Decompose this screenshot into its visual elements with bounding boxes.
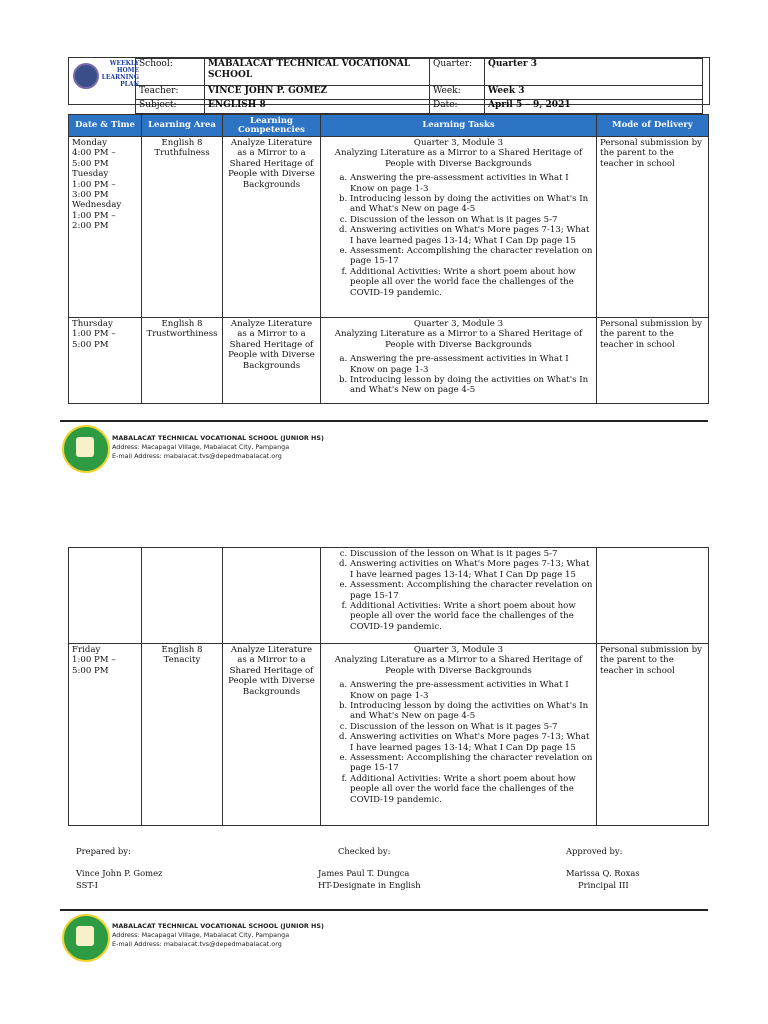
- date-value: April 5 – 9, 2021: [485, 100, 703, 114]
- row-tasks: [321, 318, 597, 404]
- task-item: c. Discussion of the lesson on What is it pages 5-7: [350, 549, 593, 559]
- task-item: f. Additional Activities: Write a short poem about how people all over the world face the challenges of the COVID-19 pandemic.: [350, 774, 593, 805]
- subject-value: ENGLISH 8: [205, 100, 430, 114]
- task-item: d. Answering activities on What's More pages 7-13; What I have learned pages 13-14; What I Can Dp page 15: [350, 559, 593, 580]
- task-list: [324, 173, 593, 298]
- task-item: b. Introducing lesson by doing the activities on What's In and What's New on page 4-5: [350, 375, 593, 396]
- row-competency: Analyze Literature as a Mirror to a Shared Heritage of People with Diverse Backgrounds: [223, 318, 321, 404]
- col-header-tasks: Learning Tasks: [321, 115, 597, 137]
- task-item: c. Discussion of the lesson on What is it pages 5-7: [350, 215, 593, 225]
- table-row: [69, 137, 709, 318]
- approved-name: Marissa Q. Roxas: [566, 868, 640, 878]
- teacher-label: Teacher:: [136, 86, 205, 100]
- footer-school-name: MABALACAT TECHNICAL VOCATIONAL SCHOOL (JUNIOR HS): [112, 434, 324, 442]
- task-item: e. Assessment: Accomplishing the character revelation on page 15-17: [350, 753, 593, 774]
- col-header-area: Learning Area: [142, 115, 223, 137]
- row-delivery: Personal submission by the parent to the teacher in school: [597, 644, 709, 826]
- checked-title: HT-Designate in English: [318, 880, 421, 890]
- school-value: MABALACAT TECHNICAL VOCATIONAL SCHOOL: [205, 59, 430, 86]
- date-label: Date:: [430, 100, 485, 114]
- learning-plan-table-continued: [68, 547, 709, 826]
- table-row: [69, 318, 709, 404]
- footer-address: Address: Macapagal Village, Mabalacat City, Pampanga: [112, 931, 290, 939]
- task-item: e. Assessment: Accomplishing the character revelation on page 15-17: [350, 246, 593, 267]
- row-date: Monday 4:00 PM – 5:00 PM Tuesday 1:00 PM – 3:00 PM Wednesday 1:00 PM – 2:00 PM: [69, 137, 142, 318]
- week-label: Week:: [430, 86, 485, 100]
- learning-plan-table: [68, 114, 709, 404]
- checked-name: James Paul T. Dungca: [318, 868, 410, 878]
- row-date: Friday 1:00 PM – 5:00 PM: [69, 644, 142, 826]
- row-area: English 8 Trustworthiness: [142, 318, 223, 404]
- subject-label: Subject:: [136, 100, 205, 114]
- deped-seal-logo: [73, 63, 99, 89]
- prepared-title: SST-I: [76, 880, 98, 890]
- task-item: c. Discussion of the lesson on What is it pages 5-7: [350, 722, 593, 732]
- prepared-by-block: [76, 845, 162, 891]
- footer-email: E-mail Address: mabalacat.tvs@depedmabalacat.org: [112, 940, 282, 948]
- task-item: b. Introducing lesson by doing the activities on What's In and What's New on page 4-5: [350, 194, 593, 215]
- prepared-label: Prepared by:: [76, 846, 131, 856]
- task-item: d. Answering activities on What's More pages 7-13; What I have learned pages 13-14; What I Can Dp page 15: [350, 732, 593, 753]
- row-tasks: [321, 548, 597, 644]
- checked-label: Checked by:: [338, 846, 391, 856]
- footer-rule: [60, 420, 708, 422]
- plan-title: WEEKLY HOME LEARNING PLAN: [101, 60, 139, 88]
- table-row: [69, 548, 709, 644]
- task-item: a. Answering the pre-assessment activities in What I Know on page 1-3: [350, 173, 593, 194]
- row-tasks: [321, 644, 597, 826]
- empty-cell: [223, 548, 321, 644]
- row-competency: Analyze Literature as a Mirror to a Shared Heritage of People with Diverse Backgrounds: [223, 644, 321, 826]
- table-row: [69, 644, 709, 826]
- checked-by-block: [318, 845, 421, 891]
- footer-address: Address: Macapagal Village, Mabalacat City, Pampanga: [112, 443, 290, 451]
- col-header-date: Date & Time: [69, 115, 142, 137]
- row-area: English 8 Tenacity: [142, 644, 223, 826]
- task-title: Quarter 3, Module 3 Analyzing Literature as a Mirror to a Shared Heritage of People with Diverse Backgrounds: [334, 138, 583, 169]
- footer-school-name: MABALACAT TECHNICAL VOCATIONAL SCHOOL (JUNIOR HS): [112, 922, 324, 930]
- task-item: d. Answering activities on What's More pages 7-13; What I have learned pages 13-14; What I Can Dp page 15: [350, 225, 593, 246]
- task-item: e. Assessment: Accomplishing the character revelation on page 15-17: [350, 580, 593, 601]
- row-competency: Analyze Literature as a Mirror to a Shared Heritage of People with Diverse Backgrounds: [223, 137, 321, 318]
- footer-info: [112, 434, 324, 461]
- school-logo: [62, 914, 110, 962]
- task-list: [324, 680, 593, 805]
- quarter-label: Quarter:: [430, 59, 485, 86]
- empty-cell: [142, 548, 223, 644]
- school-logo: [62, 425, 110, 473]
- task-title: Quarter 3, Module 3 Analyzing Literature as a Mirror to a Shared Heritage of People with Diverse Backgrounds: [334, 645, 583, 676]
- empty-cell: [597, 548, 709, 644]
- task-item: b. Introducing lesson by doing the activities on What's In and What's New on page 4-5: [350, 701, 593, 722]
- row-tasks: [321, 137, 597, 318]
- row-date: Thursday 1:00 PM – 5:00 PM: [69, 318, 142, 404]
- row-delivery: Personal submission by the parent to the teacher in school: [597, 137, 709, 318]
- empty-cell: [69, 548, 142, 644]
- approved-title: Principal III: [578, 880, 629, 890]
- footer-info: [112, 922, 324, 949]
- row-delivery: Personal submission by the parent to the teacher in school: [597, 318, 709, 404]
- approved-by-block: [566, 845, 640, 891]
- footer-rule: [60, 909, 708, 911]
- col-header-competencies: Learning Competencies: [223, 115, 321, 137]
- week-value: Week 3: [485, 86, 703, 100]
- table-header-row: [69, 115, 709, 137]
- approved-label: Approved by:: [566, 846, 623, 856]
- task-title: Quarter 3, Module 3 Analyzing Literature as a Mirror to a Shared Heritage of People with Diverse Backgrounds: [334, 319, 583, 350]
- task-item: f. Additional Activities: Write a short poem about how people all over the world face the challenges of the COVID-19 pandemic.: [350, 267, 593, 298]
- teacher-value: VINCE JOHN P. GOMEZ: [205, 86, 430, 100]
- row-area: English 8 Truthfulness: [142, 137, 223, 318]
- quarter-value: Quarter 3: [485, 59, 703, 86]
- footer-email: E-mail Address: mabalacat.tvs@depedmabalacat.org: [112, 452, 282, 460]
- task-item: a. Answering the pre-assessment activities in What I Know on page 1-3: [350, 680, 593, 701]
- task-list: [324, 354, 593, 396]
- header-info-table: [135, 58, 703, 114]
- col-header-delivery: Mode of Delivery: [597, 115, 709, 137]
- task-item: a. Answering the pre-assessment activities in What I Know on page 1-3: [350, 354, 593, 375]
- plan-header: [68, 57, 710, 110]
- prepared-name: Vince John P. Gomez: [76, 868, 163, 878]
- school-label: School:: [136, 59, 205, 86]
- task-item: f. Additional Activities: Write a short poem about how people all over the world face the challenges of the COVID-19 pandemic.: [350, 601, 593, 632]
- task-list: [324, 549, 593, 632]
